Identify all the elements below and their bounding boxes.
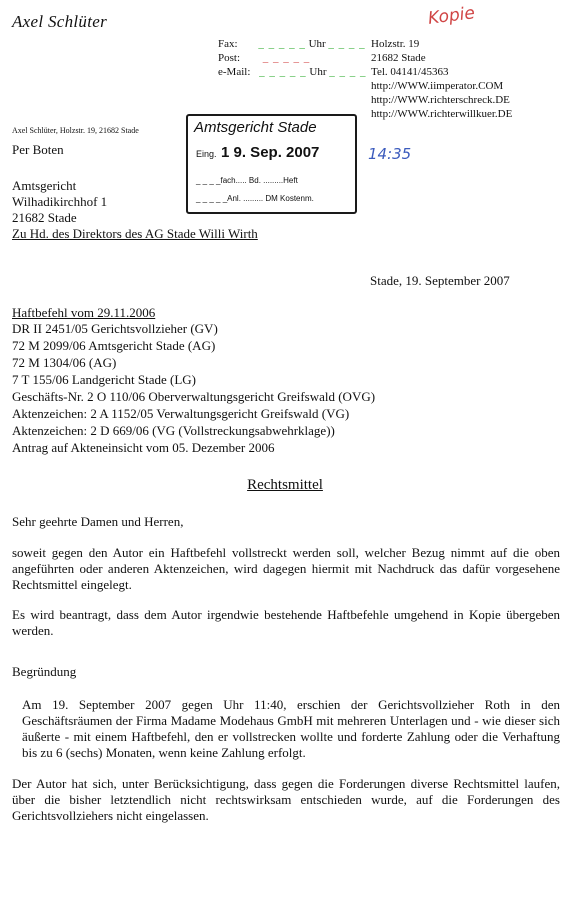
website-link[interactable]: http://WWW.richterwillkuer.DE [371, 108, 513, 120]
recipient-line: 21682 Stade [12, 210, 77, 225]
handwritten-time: 14:35 [368, 145, 412, 163]
fax-label: Fax: [218, 38, 238, 50]
reference-line: Geschäfts-Nr. 2 O 110/06 Oberverwaltungsgericht Greifswald (OVG) [12, 389, 376, 404]
fax-time-blank: _ _ _ _ [328, 38, 366, 50]
sender-name: Axel Schlüter [12, 12, 108, 31]
post-label: Post: [218, 52, 241, 64]
delivery-method: Per Boten [12, 142, 64, 157]
website-link[interactable]: http://WWW.iimperator.COM [371, 80, 504, 92]
email-label: e-Mail: [218, 66, 251, 78]
letter-date: Stade, 19. September 2007 [370, 273, 510, 288]
receipt-stamp [186, 114, 357, 214]
sender-phone: Tel. 04141/45363 [371, 66, 449, 78]
body-paragraph: Am 19. September 2007 gegen Uhr 11:40, erschien der Gerichtsvollzieher Roth in den Geschäftsräumen der Firma Madame Modehaus GmbH mit mehreren Unterlagen und - wie dieser sich äußerte - mit einem Haftbefehl, den er vollstrecken wollte und forderte Zahlung oder die Verhaftung bis zu 6 (sechs) Monaten, wenn keine Zahlung erfolgt. [22, 697, 560, 760]
website-link[interactable]: http://WWW.richterschreck.DE [371, 94, 510, 106]
reference-line: DR II 2451/05 Gerichtsvollzieher (GV) [12, 321, 218, 336]
body-paragraph: soweit gegen den Autor ein Haftbefehl vollstreckt werden soll, welcher Bezug nimmt auf die oben angeführten oder anderen Aktenzeichen, wird dagegen hiermit mit Nachdruck das dafür vorgesehene Rechtsmittel eingelegt. [12, 545, 560, 592]
fax-line [218, 38, 366, 50]
recipient-attention-line: Zu Hd. des Direktors des AG Stade Willi Wirth [12, 226, 258, 241]
reference-line: Aktenzeichen: 2 D 669/06 (VG (Vollstreckungsabwehrklage)) [12, 423, 335, 438]
email-line [218, 66, 367, 78]
reference-line: Haftbefehl vom 29.11.2006 [12, 305, 156, 320]
section-label-begruendung: Begründung [12, 664, 77, 679]
recipient-line: Wilhadikirchhof 1 [12, 194, 108, 209]
email-time-blank: _ _ _ _ [329, 66, 367, 78]
sender-street: Holzstr. 19 [371, 38, 420, 50]
body-paragraph: Der Autor hat sich, unter Berücksichtigung, dass gegen die Forderungen diverse Rechtsmittel laufen, über die bisher letztendlich nicht rechtswirksam entschieden wurde, auf die Forderungen des Gerichtsvollziehers nicht eingelassen. [12, 776, 560, 823]
post-line [218, 52, 310, 64]
reference-line: Antrag auf Akteneinsicht vom 05. Dezember 2006 [12, 440, 275, 455]
sender-city: 21682 Stade [371, 52, 426, 64]
letter-heading: Rechtsmittel [247, 477, 323, 493]
fax-date-blank: _ _ _ _ _ [258, 38, 306, 50]
email-uhr-label: Uhr [309, 66, 327, 78]
reference-line: 72 M 1304/06 (AG) [12, 355, 117, 370]
stamp-row-anl: _ _ _ _ _Anl. ......... DM Kostenm. [196, 194, 314, 203]
sender-return-line: Axel Schlüter, Holzstr. 19, 21682 Stade [12, 126, 139, 135]
reference-line: Aktenzeichen: 2 A 1152/05 Verwaltungsgericht Greifswald (VG) [12, 406, 350, 421]
stamp-title: Amtsgericht Stade [194, 119, 317, 136]
body-paragraph: Es wird beantragt, dass dem Autor irgendwie bestehende Haftbefehle umgehend in Kopie übergeben werden. [12, 607, 560, 638]
salutation: Sehr geehrte Damen und Herren, [12, 514, 184, 529]
stamp-row-fach: _ _ _ _fach..... Bd. .........Heft [196, 176, 298, 185]
email-date-blank: _ _ _ _ _ [259, 66, 307, 78]
copy-mark: Kopie [426, 3, 476, 29]
post-date-blank: _ _ _ _ _ [262, 52, 311, 64]
stamp-date: 1 9. Sep. 2007 [221, 144, 320, 161]
reference-line: 7 T 155/06 Landgericht Stade (LG) [12, 372, 197, 387]
recipient-line: Amtsgericht [12, 178, 77, 193]
stamp-eing-label: Eing. [196, 149, 217, 159]
reference-line: 72 M 2099/06 Amtsgericht Stade (AG) [12, 338, 216, 353]
fax-uhr-label: Uhr [308, 38, 326, 50]
